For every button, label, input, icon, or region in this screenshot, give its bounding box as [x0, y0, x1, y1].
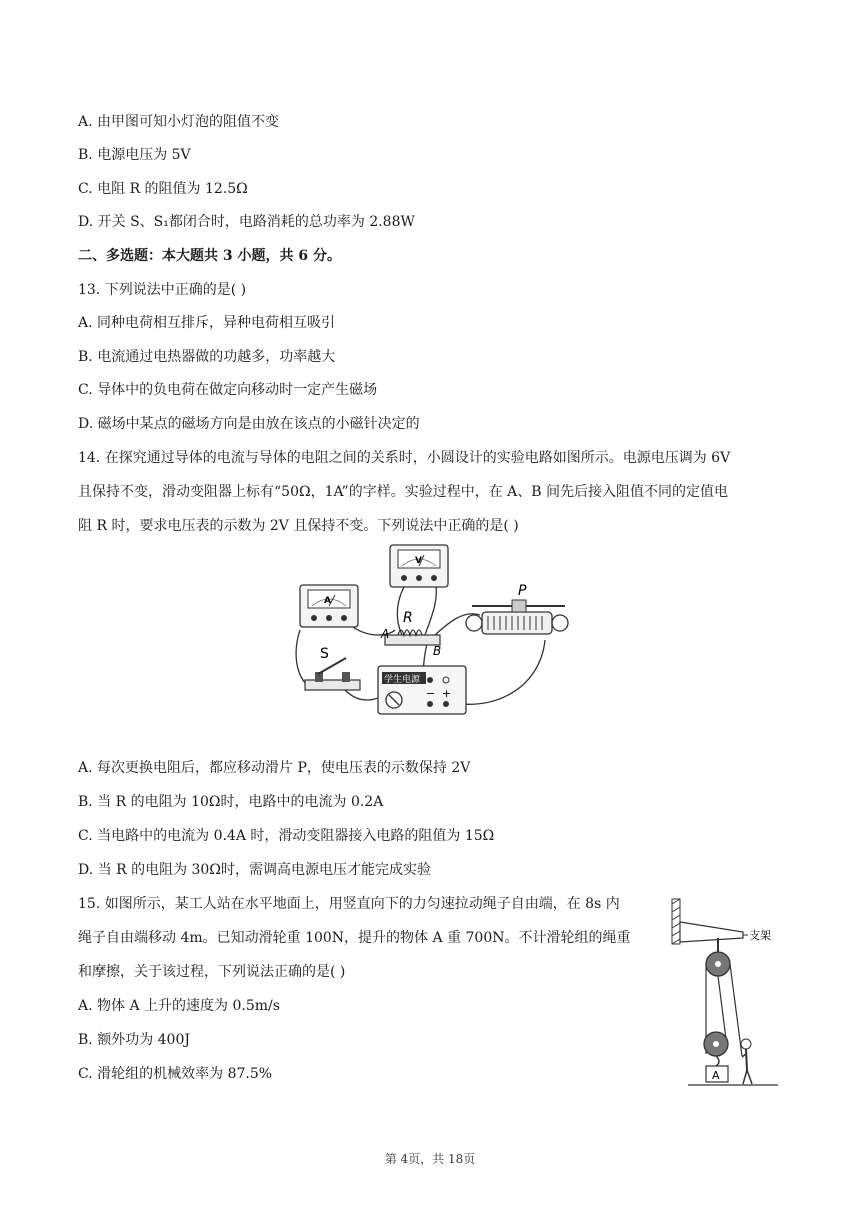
- q12-option-b: B. 电源电压为 5V: [78, 147, 191, 163]
- q15-stem-line-2: 绳子自由端移动 4m。已知动滑轮重 100N，提升的物体 A 重 700N。不计滑轮组的绳重: [78, 930, 631, 946]
- voltmeter-label: V: [415, 556, 422, 566]
- switch: [305, 646, 360, 690]
- voltmeter: [390, 545, 448, 587]
- resistor: [380, 610, 441, 658]
- q12-option-a: A. 由甲图可知小灯泡的阻值不变: [78, 114, 280, 130]
- bracket-label: 支架: [749, 929, 771, 942]
- q13-option-d: D. 磁场中某点的磁场方向是由放在该点的小磁针决定的: [78, 416, 420, 432]
- terminal-a-label: A: [381, 627, 390, 641]
- switch-label: S: [320, 646, 329, 662]
- section-heading: 二、多选题：本大题共 3 小题，共 6 分。: [78, 248, 341, 264]
- q13-option-b: B. 电流通过电热器做的功越多，功率越大: [78, 349, 336, 365]
- q14-option-a: A. 每次更换电阻后，都应移动滑片 P，使电压表的示数保持 2V: [78, 760, 471, 776]
- q14-option-b: B. 当 R 的电阻为 10Ω时，电路中的电流为 0.2A: [78, 794, 384, 810]
- q14-stem-line-2: 且保持不变，滑动变阻器上标有“50Ω，1A”的字样。实验过程中，在 A、B 间先后接入阻值不同的定值电: [78, 484, 728, 500]
- rheostat: [466, 583, 568, 634]
- q12-option-d: D. 开关 S、S₁都闭合时，电路消耗的总功率为 2.88W: [78, 214, 415, 230]
- worker-figure: [741, 1039, 752, 1084]
- ammeter: [300, 585, 358, 627]
- ammeter-label: A: [324, 596, 331, 606]
- q14-stem-line-1: 14. 在探究通过导体的电流与导体的电阻之间的关系时，小圆设计的实验电路如图所示。电源电压调为 6V: [78, 450, 731, 466]
- q15-option-a: A. 物体 A 上升的速度为 0.5m/s: [78, 998, 280, 1014]
- object-a-label: A: [712, 1069, 720, 1082]
- power-supply-label: 学生电源: [384, 675, 421, 685]
- plus-label: +: [442, 687, 452, 700]
- slider-label: P: [518, 583, 527, 599]
- page-footer: 第 4页，共 18页: [384, 1152, 476, 1166]
- q12-option-c: C. 电阻 R 的阻值为 12.5Ω: [78, 181, 248, 197]
- resistor-label: R: [403, 610, 413, 626]
- q14-option-c: C. 当电路中的电流为 0.4A 时，滑动变阻器接入电路的阻值为 15Ω: [78, 828, 495, 844]
- q13-stem: 13. 下列说法中正确的是( ): [78, 282, 247, 298]
- pulley-diagram: [668, 894, 788, 1094]
- circuit-diagram: [290, 540, 580, 720]
- q13-option-c: C. 导体中的负电荷在做定向移动时一定产生磁场: [78, 382, 378, 398]
- terminal-b-label: B: [433, 644, 442, 658]
- q15-stem-line-1: 15. 如图所示，某工人站在水平地面上，用竖直向下的力匀速拉动绳子自由端，在 8s 内: [78, 896, 620, 912]
- q13-option-a: A. 同种电荷相互排斥，异种电荷相互吸引: [78, 315, 336, 331]
- q14-option-d: D. 当 R 的电阻为 30Ω时，需调高电源电压才能完成实验: [78, 862, 431, 878]
- minus-label: −: [426, 687, 436, 700]
- q15-option-c: C. 滑轮组的机械效率为 87.5%: [78, 1066, 273, 1082]
- q14-stem-line-3: 阻 R 时，要求电压表的示数为 2V 且保持不变。下列说法中正确的是( ): [78, 518, 519, 534]
- q15-option-b: B. 额外功为 400J: [78, 1032, 190, 1048]
- power-supply: [378, 666, 466, 714]
- q15-stem-line-3: 和摩擦，关于该过程，下列说法正确的是( ): [78, 964, 346, 980]
